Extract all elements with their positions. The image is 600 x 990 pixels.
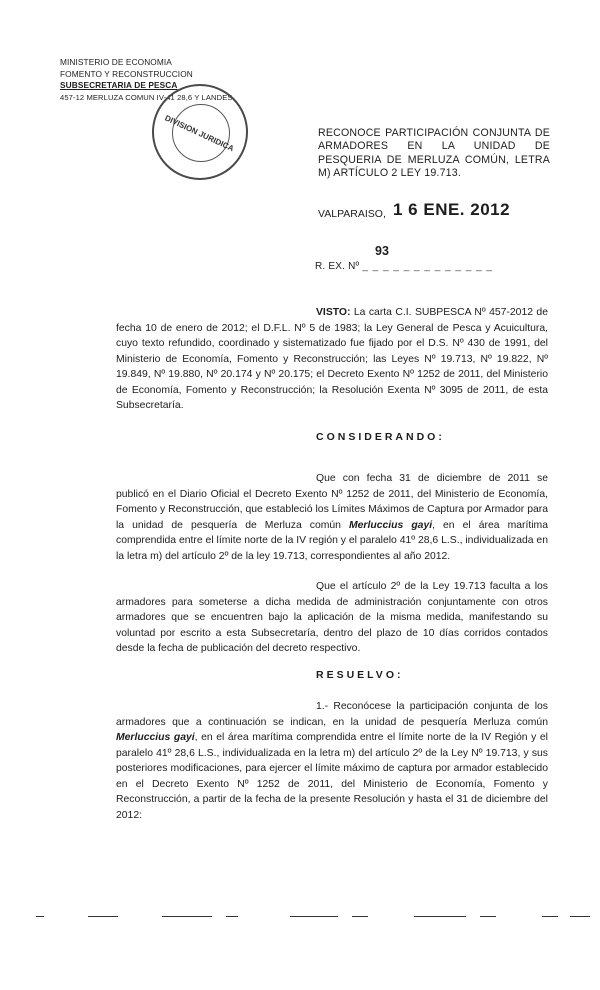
considerando-p1-text: Que con fecha 31 de diciembre de 2011 se publicó en el Diario Oficial el Decreto Exento Nº 1252 de 2011, del Ministerio de Economía, Fomento y Reconstrucción, que estableció los Límites Máximos de Captura por Armador para la unidad de pesquería de Merluza común: [116, 473, 548, 531]
considerando-paragraph-1: [116, 471, 548, 564]
resolution-date: 1 6 ENE. 2012: [393, 200, 511, 219]
resuelvo-p1-end: , en el área marítima comprendida entre el límite norte de la IV Región y el paralelo 41º 28,6 L.S., individualizada en la letra m) del artículo 2º de la Ley Nº 19.713, y sus posteriores modificaciones, para ejercer el límite máximo de captura por armador establecido en el Decreto Exento Nº 1252 de 2011, del Ministerio de Economía, Fomento y Reconstrucción, a partir de la fecha de la presente Resolución y hasta el 31 de diciembre del 2012:: [116, 732, 548, 821]
footer-rule: [36, 916, 44, 917]
rex-blank: _ _ _ _ _ _ _ _ _ _ _ _ _: [362, 261, 493, 272]
city-label: VALPARAISO,: [318, 208, 386, 220]
considerando-heading: CONSIDERANDO:: [316, 431, 445, 443]
resuelvo-p1-species: Merluccius gayi: [116, 732, 195, 743]
considerando-p1-species: Merluccius gayi: [349, 519, 433, 531]
considerando-paragraph-2: Que el artículo 2º de la Ley 19.713 faculta a los armadores para someterse a dicha medida de administración conjuntamente con otros armadores que se encuentren bajo la aplicación de la misma medida, manifestando su voluntad por escrito a esta Subsecretaría, dentro del plazo de 10 días corridos contados desde la fecha de publicación del decreto respectivo.: [116, 581, 548, 654]
rex-label: R. EX. Nº: [315, 261, 360, 272]
department-line: FOMENTO Y RECONSTRUCCION: [60, 68, 193, 79]
visto-paragraph: [116, 305, 548, 414]
resuelvo-heading: RESUELVO:: [316, 669, 404, 681]
reference-line: 457-12 MERLUZA COMUN IV-41 28,6 Y LANDES: [60, 92, 233, 102]
footer-rule: [290, 916, 338, 917]
considerando-p1-end: , en el área marítima comprendida entre el límite norte de la IV región y el paralelo 41º 28,6 L.S., individualizada en la letra m) del artículo 2º de la ley 19.713, correspondientes al año 2012.: [116, 519, 548, 562]
footer-rule: [226, 916, 238, 917]
footer-rule: [414, 916, 466, 917]
rex-line: [315, 261, 493, 272]
footer-rule: [542, 916, 558, 917]
resolution-number: 93: [375, 244, 389, 258]
footer-rule: [570, 916, 590, 917]
visto-text: La carta C.I. SUBPESCA Nº 457-2012 de fecha 10 de enero de 2012; el D.F.L. Nº 5 de 1983; la Ley General de Pesca y Acuicultura, cuyo texto refundido, coordinado y sistematizado fue fijado por el D.S. Nº 430 de 1991, del Ministerio de Economía, Fomento y Reconstrucción; las Leyes Nº 19.713, Nº 19.822, Nº 19.849, Nº 19.880, Nº 20.174 y Nº 20.175; el Decreto Exento Nº 1252 de 2011, del Ministerio de Economía, Fomento y Reconstrucción; la Resolución Exenta Nº 3095 de 2011, de esta Subsecretaría.: [116, 307, 548, 411]
footer-rule: [352, 916, 368, 917]
stamp-text: DIVISION JURIDICA: [163, 113, 236, 154]
footer-rule: [480, 916, 496, 917]
footer-rule: [88, 916, 118, 917]
footer-rule: [162, 916, 212, 917]
ministry-line: MINISTERIO DE ECONOMIA: [60, 57, 172, 67]
subsecretaria-line: SUBSECRETARIA DE PESCA: [60, 80, 178, 90]
resolution-subject: RECONOCE PARTICIPACIÓN CONJUNTA DE ARMADORES EN LA UNIDAD DE PESQUERIA DE MERLUZA COMÚN, LETRA M) ARTÍCULO 2 LEY 19.713.: [318, 127, 550, 180]
resuelvo-paragraph-1: [116, 699, 548, 823]
stamp-text-icon: [152, 84, 248, 180]
visto-label: VISTO:: [316, 307, 351, 318]
resuelvo-p1-text: 1.- Reconócese la participación conjunta de los armadores que a continuación se indican, en la unidad de pesquería Merluza común: [116, 701, 548, 728]
